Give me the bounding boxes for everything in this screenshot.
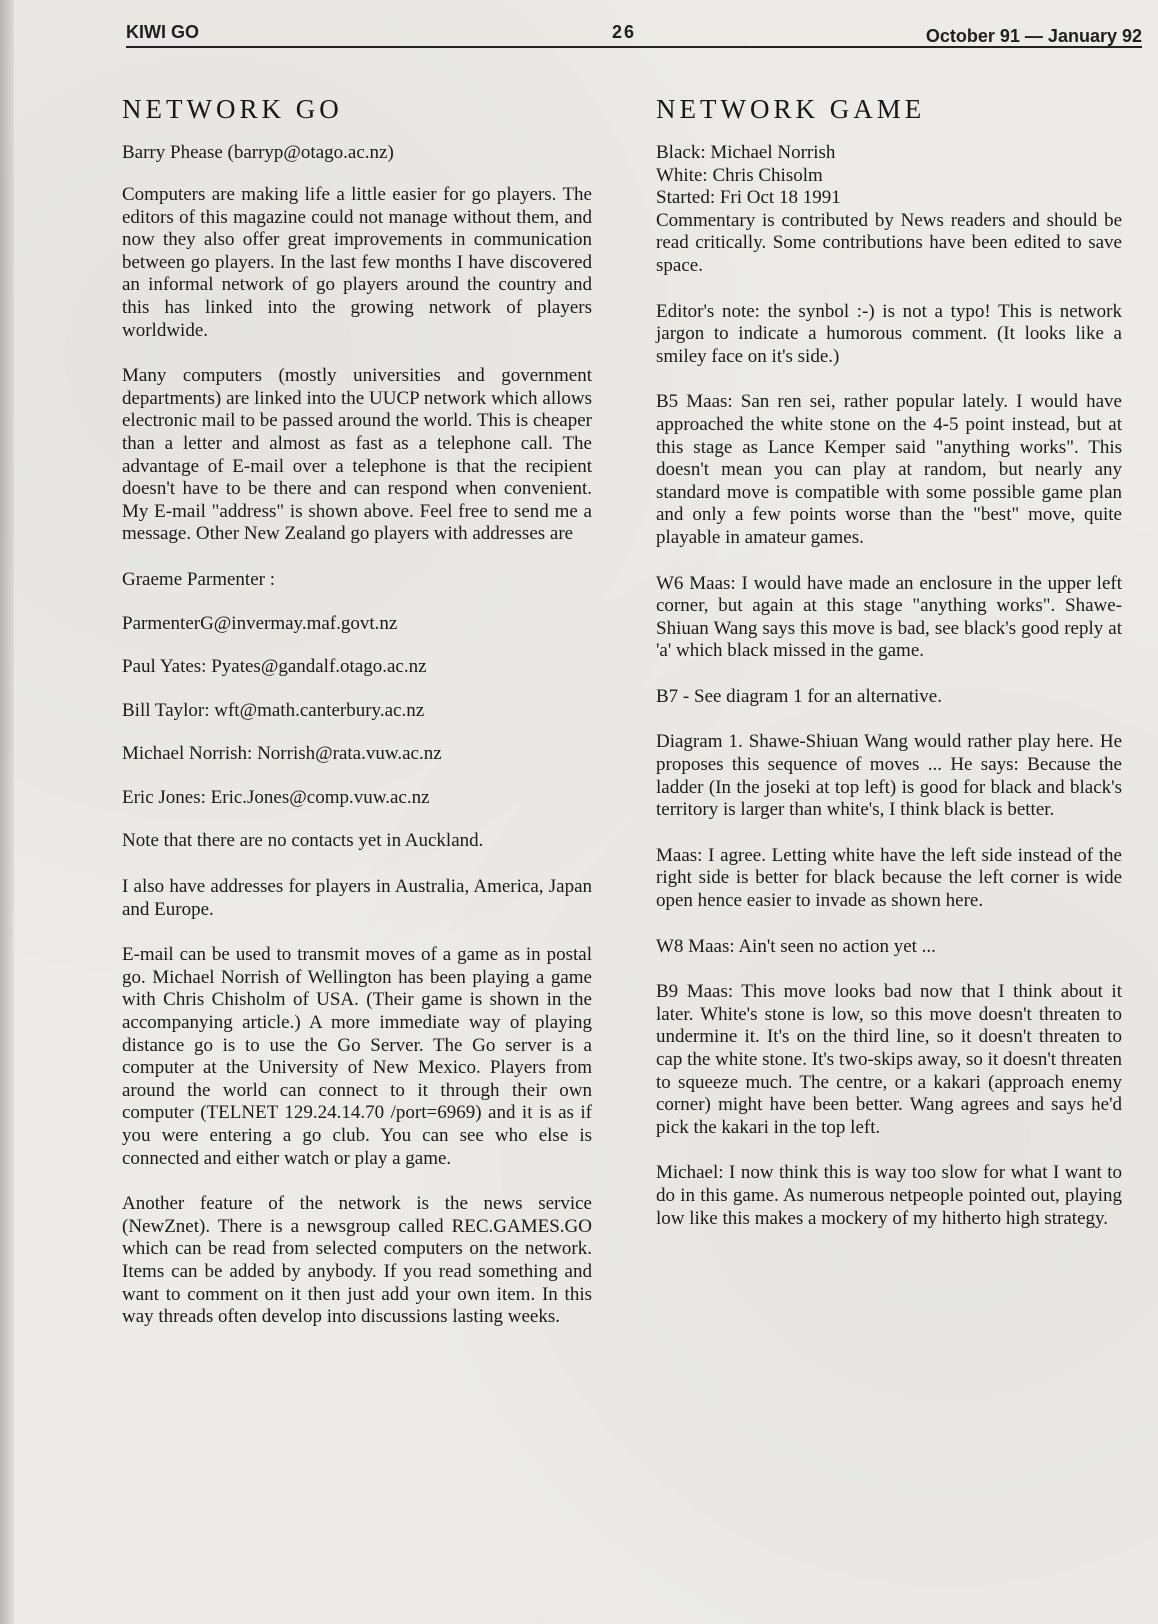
new-zealand-contact-list	[122, 569, 592, 810]
contact-bill-taylor: Bill Taylor: wft@math.canterbury.ac.nz	[122, 699, 425, 721]
move-b7-commentary: B7 - See diagram 1 for an alternative.	[656, 685, 942, 707]
network-go-paragraph-2: Many computers (mostly universities and government departments) are linked into the UUCP network which allows electronic mail to be passed around the world. This is cheaper than a letter and almost as fast as a telephone call. The advantage of E-mail over a telephone is that the recipient doesn't have to be there and can respond when convenient. My E-mail "address" is shown above. Feel free to send me a message. Other New Zealand go players with addresses are	[122, 365, 592, 545]
move-b5-commentary: B5 Maas: San ren sei, rather popular lately. I would have approached the white stone on the 4-5 point instead, but at this stage as Lance Kemper said "anything works". This doesn't mean you can play at random, but nearly any standard move is compatible with some possible game plan and only a few points worse than the "best" move, quite playable in amateur games.	[656, 391, 1122, 548]
contact-paul-yates: Paul Yates: Pyates@gandalf.otago.ac.nz	[122, 656, 427, 678]
magazine-title: KIWI GO	[126, 22, 199, 42]
page-binding-edge	[0, 0, 14, 1624]
network-go-title: NETWORK GO	[122, 94, 343, 124]
move-w8-commentary: W8 Maas: Ain't seen no action yet ...	[656, 935, 936, 957]
newsgroup-paragraph: Another feature of the network is the news service (NewZnet). There is a newsgroup called REC.GAMES.GO which can be read from selected computers on the network. Items can be added by anybody. If you read something and want to comment on it then just add your own item. In this way threads often develop into discussions lasting weeks.	[122, 1193, 592, 1328]
diagram-1-commentary: Diagram 1. Shawe-Shiuan Wang would rather play here. He proposes this sequence of moves ... He says: Because the ladder (In the joseki at top left) is good for black and black's territory is larger than white's, I think black is better.	[656, 731, 1122, 821]
white-player: White: Chris Chisolm	[656, 164, 823, 186]
move-b9-commentary: B9 Maas: This move looks bad now that I think about it later. White's stone is low, so this move doesn't threaten to undermine it. It's on the third line, so it doesn't threaten to cap the white stone. It's two-skips away, so it doesn't threaten to squeeze much. The centre, or a kakari (approach enemy corner) might have been better. Wang agrees and says he'd pick the kakari in the top left.	[656, 981, 1122, 1138]
commentary-note: Commentary is contributed by News readers and should be read critically. Some contributions have been edited to save space.	[656, 209, 1122, 276]
network-go-author: Barry Phease (barryp@otago.ac.nz)	[122, 142, 394, 163]
network-go-paragraph-1: Computers are making life a little easier for go players. The editors of this magazine could not manage without them, and now they also offer great improvements in communication between go players. In the last few months I have discovered an informal network of go players around the country and this has linked into the growing network of players worldwide.	[122, 184, 592, 341]
issue-date-range: October 91 — January 92	[925, 26, 1142, 46]
black-player: Black: Michael Norrish	[656, 142, 836, 163]
contact-michael-norrish: Michael Norrish: Norrish@rata.vuw.ac.nz	[122, 743, 442, 765]
network-game-title: NETWORK GAME	[656, 94, 926, 124]
editor-note: Editor's note: the synbol :-) is not a typo! This is network jargon to indicate a humorous comment. (It looks like a smiley face on it's side.)	[656, 300, 1122, 367]
email-game-paragraph: E-mail can be used to transmit moves of a game as in postal go. Michael Norrish of Wellington has been playing a game with Chris Chisholm of USA. (Their game is shown in the accompanying article.) A more immediate way of playing distance go is to use the Go Server. The Go server is a computer at the University of New Mexico. Players from around the world can connect to it through their own computer (TELNET 129.24.14.70 /port=6969) and it is as if you were entering a go club. You can see who else is connected and either watch or play a game.	[122, 944, 592, 1169]
move-w6-commentary: W6 Maas: I would have made an enclosure in the upper left corner, but again at this stage "anything works". Shawe-Shiuan Wang says this move is bad, see black's good reply at 'a' which black missed in the game.	[656, 572, 1122, 662]
page-number: 26	[612, 22, 637, 42]
right-column-network-game	[656, 94, 1122, 1253]
international-addresses-note: I also have addresses for players in Australia, America, Japan and Europe.	[122, 876, 592, 920]
contact-graeme-parmenter-email: ParmenterG@invermay.maf.govt.nz	[122, 612, 398, 634]
maas-agreement-commentary: Maas: I agree. Letting white have the left side instead of the right side is better for black because the left corner is wide open hence easier to invade as shown here.	[656, 844, 1122, 912]
contact-graeme-parmenter-name: Graeme Parmenter :	[122, 568, 275, 590]
auckland-note: Note that there are no contacts yet in Auckland.	[122, 830, 484, 852]
left-column-network-go	[122, 94, 592, 1352]
contact-eric-jones: Eric Jones: Eric.Jones@comp.vuw.ac.nz	[122, 786, 430, 808]
header-rule	[126, 46, 1142, 48]
page-header	[126, 22, 1142, 46]
michael-commentary: Michael: I now think this is way too slow for what I want to do in this game. As numerous netpeople pointed out, playing low like this makes a mockery of my hitherto high strategy.	[656, 1162, 1122, 1229]
game-start-date: Started: Fri Oct 18 1991	[656, 187, 841, 209]
